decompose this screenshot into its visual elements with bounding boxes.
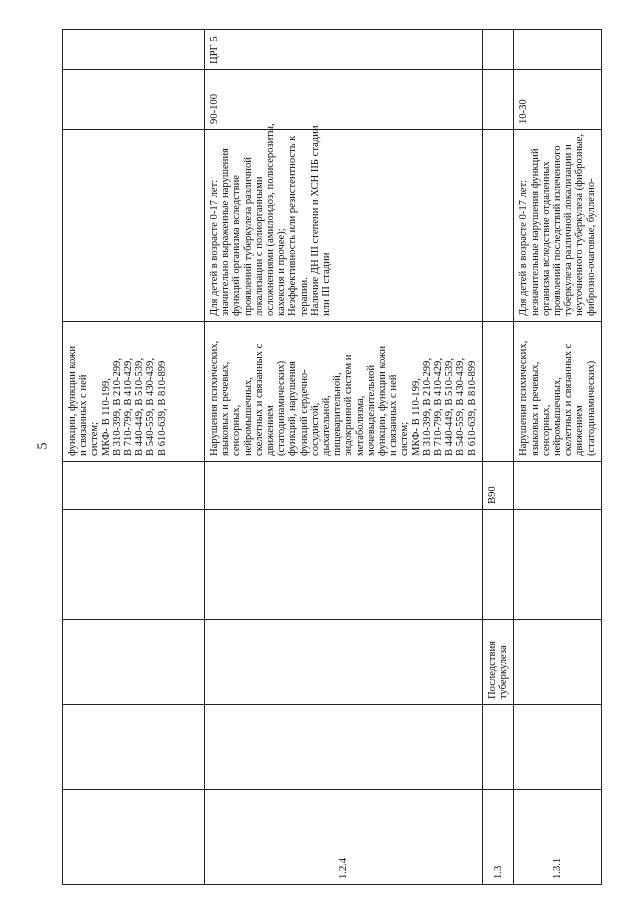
page-number: 5 — [35, 442, 51, 450]
cell-col3 — [514, 620, 601, 705]
cell-text-line: функций организма вследствие — [231, 175, 243, 316]
cell-manifestations — [514, 322, 601, 462]
rotated-table — [62, 30, 597, 885]
cell-col3: Последствия туберкулеза — [483, 620, 514, 705]
cell-text-line: скелетных и связанных с — [253, 343, 265, 456]
cell-text-line: (статодинамических) — [276, 360, 288, 456]
cell-manifestations — [63, 322, 205, 462]
cell-text-line: проявлений последствий излеченного — [552, 145, 564, 316]
cell-text-line: В 610-639, В 810-899 — [156, 360, 168, 456]
cell-clinical — [514, 130, 601, 322]
cell-text-line: Нарушения психических, — [518, 340, 530, 456]
cell-group — [514, 30, 601, 70]
cell-percent — [483, 70, 514, 130]
cell-text-line: фиброзно-очаговые, буллезно- — [585, 178, 597, 316]
cell-text-line: движением — [265, 405, 277, 456]
cell-text-line: Неэффективность или резистентность к — [287, 135, 299, 316]
cell-clinical — [63, 130, 205, 322]
cell-text-line: незначительные нарушения функций — [529, 148, 541, 316]
cell-text-line: В 310-399, В 210-299, — [421, 358, 433, 456]
cell-text-line: систем; — [89, 421, 101, 456]
cell-manifestations — [205, 322, 483, 462]
cell-percent — [63, 70, 205, 130]
cell-group — [63, 30, 205, 70]
cell-text-line: В 540-559, В 430-439, — [455, 358, 467, 456]
cell-text-line: сосудистой, — [309, 402, 321, 456]
cell-text-line: организма вследствие отдаленных — [540, 161, 552, 316]
cell-col2 — [205, 705, 483, 790]
cell-text-line: Наличие ДН III степени и ХСН IIБ стадии — [309, 125, 321, 316]
cell-text-line: языковых и речевых, — [220, 361, 232, 456]
cell-col3 — [63, 620, 205, 705]
cell-text-line: терапии. — [298, 277, 310, 316]
cell-text-line: проявлений туберкулеза различной — [242, 157, 254, 316]
cell-text-line: сенсорных, — [540, 404, 552, 456]
cell-clinical — [483, 130, 514, 322]
cell-text-line: В 440-449, В 510-539, — [134, 358, 146, 456]
cell-text-line: локализации с полиорганными — [253, 176, 265, 316]
cell-text-line: Нарушения психических, — [209, 340, 220, 456]
cell-text-line: и связанных с ней — [78, 374, 90, 456]
cell-manifestations — [483, 322, 514, 462]
cell-text-line: Для детей в возрасте 0-17 лет: — [518, 179, 530, 316]
cell-text-line: эндокринной систем и — [343, 354, 355, 456]
cell-num: 1.3.1 — [514, 790, 601, 885]
cell-text-line: неуточненного туберкулеза (фиброзные, — [574, 133, 586, 316]
cell-text-line: В 540-559, В 430-439, — [145, 358, 157, 456]
cell-text-line: движением — [574, 405, 586, 456]
cell-text-line: функций сердечно- — [298, 369, 310, 456]
cell-text-line: Для детей в возрасте 0-17 лет: — [209, 179, 220, 316]
cell-num: 1.3 — [483, 790, 514, 885]
cell-col2 — [63, 705, 205, 790]
cell-text-line: функций, нарушения — [287, 361, 299, 456]
cell-text-line: метаболизма, — [354, 395, 366, 456]
table-row-1-3-1 — [514, 30, 601, 885]
cell-text-line: и связанных с ней — [388, 374, 400, 456]
cell-text-line: В 440-449, В 510-539, — [444, 358, 456, 456]
cell-text-line: МКФ- В 110-199, — [100, 378, 112, 456]
cell-text-line: В 610-639, В 810-899 — [466, 360, 478, 456]
cell-text-line: пищеварительной, — [332, 372, 344, 456]
cell-text-line: функции, функции кожи — [67, 345, 78, 456]
table-row-1-2-4 — [205, 30, 483, 885]
cell-col4 — [63, 510, 205, 620]
cell-text-line: дыхательной, — [321, 395, 333, 456]
table-row-prev — [63, 30, 205, 885]
cell-col3 — [205, 620, 483, 705]
cell-col2 — [483, 705, 514, 790]
cell-col4 — [514, 510, 601, 620]
cell-text-line: функции, функции кожи — [377, 345, 389, 456]
cell-code — [514, 462, 601, 510]
cell-col4 — [483, 510, 514, 620]
cell-text-line: мочевыделительной — [365, 364, 377, 456]
cell-percent: 90-100 — [205, 70, 483, 130]
disability-criteria-table — [62, 29, 602, 885]
cell-num: 1.2.4 — [205, 790, 483, 885]
cell-col4 — [205, 510, 483, 620]
table-frame — [62, 30, 597, 885]
table-row-1-3 — [483, 30, 514, 885]
cell-group: ЦРГ 5 — [205, 30, 483, 70]
cell-text-line: систем; — [399, 421, 411, 456]
cell-text-line: скелетных и связанных с — [563, 343, 575, 456]
cell-text-line: В 710-799, В 410-429, — [433, 358, 445, 456]
cell-clinical — [205, 123, 483, 322]
cell-code — [63, 462, 205, 510]
cell-text-line: МКФ- В 110-199, — [410, 378, 422, 456]
cell-code — [205, 462, 483, 510]
cell-code: B90 — [483, 462, 514, 510]
cell-text-line: В 710-799, В 410-429, — [123, 358, 135, 456]
cell-text-line: языковых и речевых, — [529, 361, 541, 456]
cell-text-line: кахексия и прочее); — [276, 228, 288, 316]
cell-text-line: сенсорных, — [231, 404, 243, 456]
cell-text-line: нейромышечных, — [242, 377, 254, 456]
cell-text-line: туберкулеза различной локализации и — [563, 144, 575, 316]
cell-text-line: или III стадии — [321, 252, 333, 316]
cell-group — [483, 30, 514, 70]
cell-col2 — [514, 705, 601, 790]
cell-num — [63, 790, 205, 885]
cell-percent: 10-30 — [514, 70, 601, 130]
cell-text-line: В 310-399, В 210-299, — [111, 358, 123, 456]
cell-text-line: осложнениями (амилоидоз, полисерозиты, — [265, 123, 277, 316]
cell-text-line: нейромышечных, — [552, 377, 564, 456]
cell-text-line: (статодинамических) — [585, 360, 597, 456]
cell-text-line: значительно выраженные нарушения — [220, 148, 232, 316]
